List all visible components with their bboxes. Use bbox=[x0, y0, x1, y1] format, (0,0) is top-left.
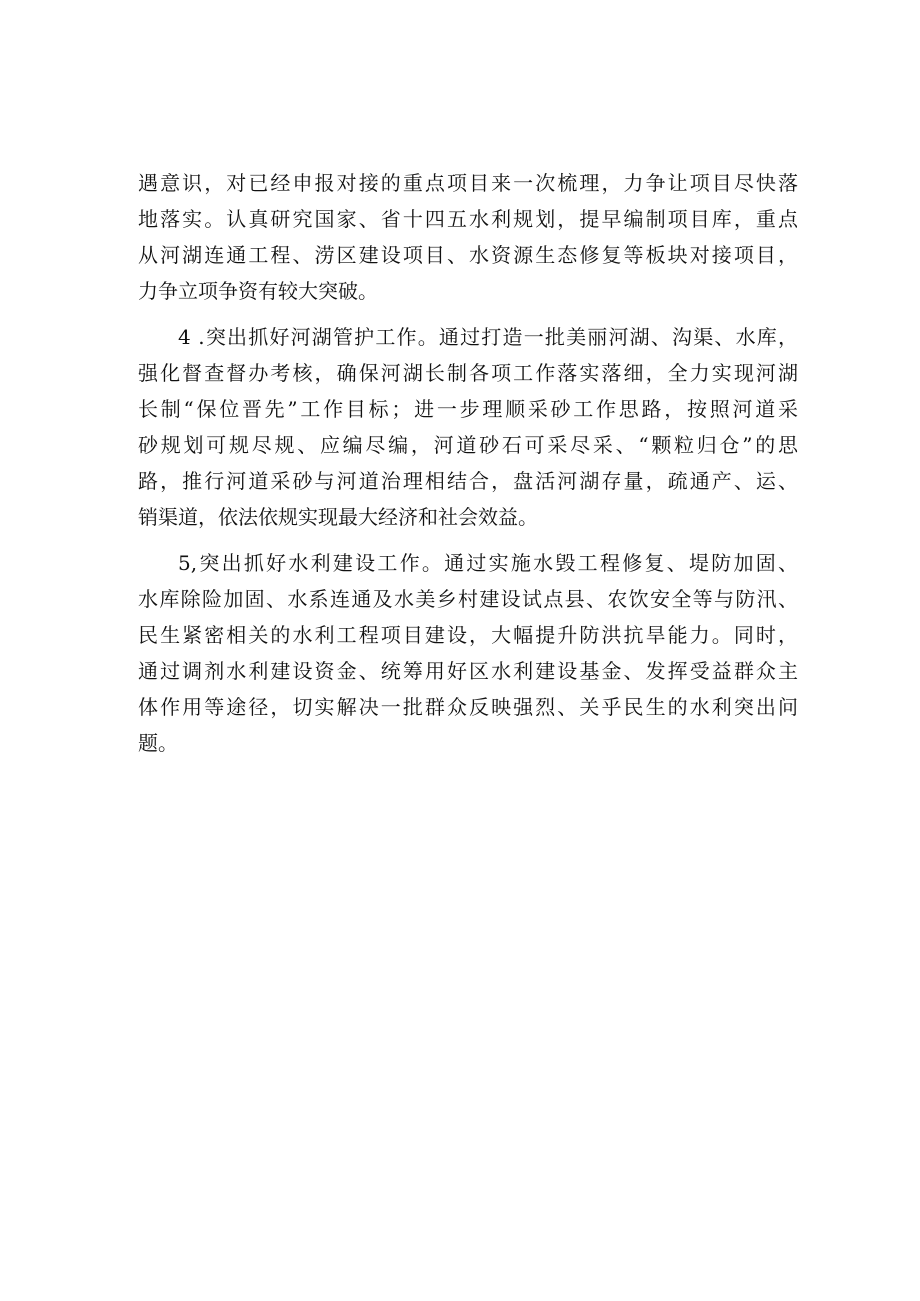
text-line: 砂规划可规尽规、应编尽编，河道砂石可采尽采、“颗粒归仓”的思 bbox=[138, 433, 798, 457]
text-line: 题。 bbox=[138, 731, 178, 755]
text-line: 通过调剂水利建设资金、统筹用好区水利建设基金、发挥受益群众主 bbox=[138, 659, 798, 683]
text-line: 地落实。认真研究国家、省十四五水利规划，提早编制项目库，重点 bbox=[138, 207, 798, 231]
paragraph-gap bbox=[138, 535, 798, 545]
text-line: 5,突出抓好水利建设工作。通过实施水毁工程修复、堤防加固、 bbox=[178, 551, 798, 575]
paragraph-gap bbox=[138, 309, 798, 319]
document-body bbox=[138, 165, 798, 761]
text-line: 民生紧密相关的水利工程项目建设，大幅提升防洪抗旱能力。同时， bbox=[138, 623, 798, 647]
text-line: 力争立项争资有较大突破。 bbox=[138, 279, 378, 303]
text-line: 4 .突出抓好河湖管护工作。通过打造一批美丽河湖、沟渠、水库， bbox=[178, 325, 798, 349]
text-line: 销渠道，依法依规实现最大经济和社会效益。 bbox=[138, 505, 538, 529]
paragraph-5 bbox=[138, 545, 798, 761]
text-line: 长制“保位晋先”工作目标；进一步理顺采砂工作思路，按照河道采 bbox=[138, 397, 798, 421]
paragraph-4 bbox=[138, 319, 798, 535]
text-line: 路，推行河道采砂与河道治理相结合，盘活河湖存量，疏通产、运、 bbox=[138, 469, 798, 493]
text-line: 体作用等途径，切实解决一批群众反映强烈、关乎民生的水利突出问 bbox=[138, 695, 798, 719]
text-line: 从河湖连通工程、涝区建设项目、水资源生态修复等板块对接项目， bbox=[138, 243, 798, 267]
paragraph-3-continuation bbox=[138, 165, 798, 309]
text-line: 水库除险加固、水系连通及水美乡村建设试点县、农饮安全等与防汛、 bbox=[138, 587, 798, 611]
text-line: 强化督查督办考核，确保河湖长制各项工作落实落细，全力实现河湖 bbox=[138, 361, 798, 385]
text-line: 遇意识，对已经申报对接的重点项目来一次梳理，力争让项目尽快落 bbox=[138, 171, 798, 195]
